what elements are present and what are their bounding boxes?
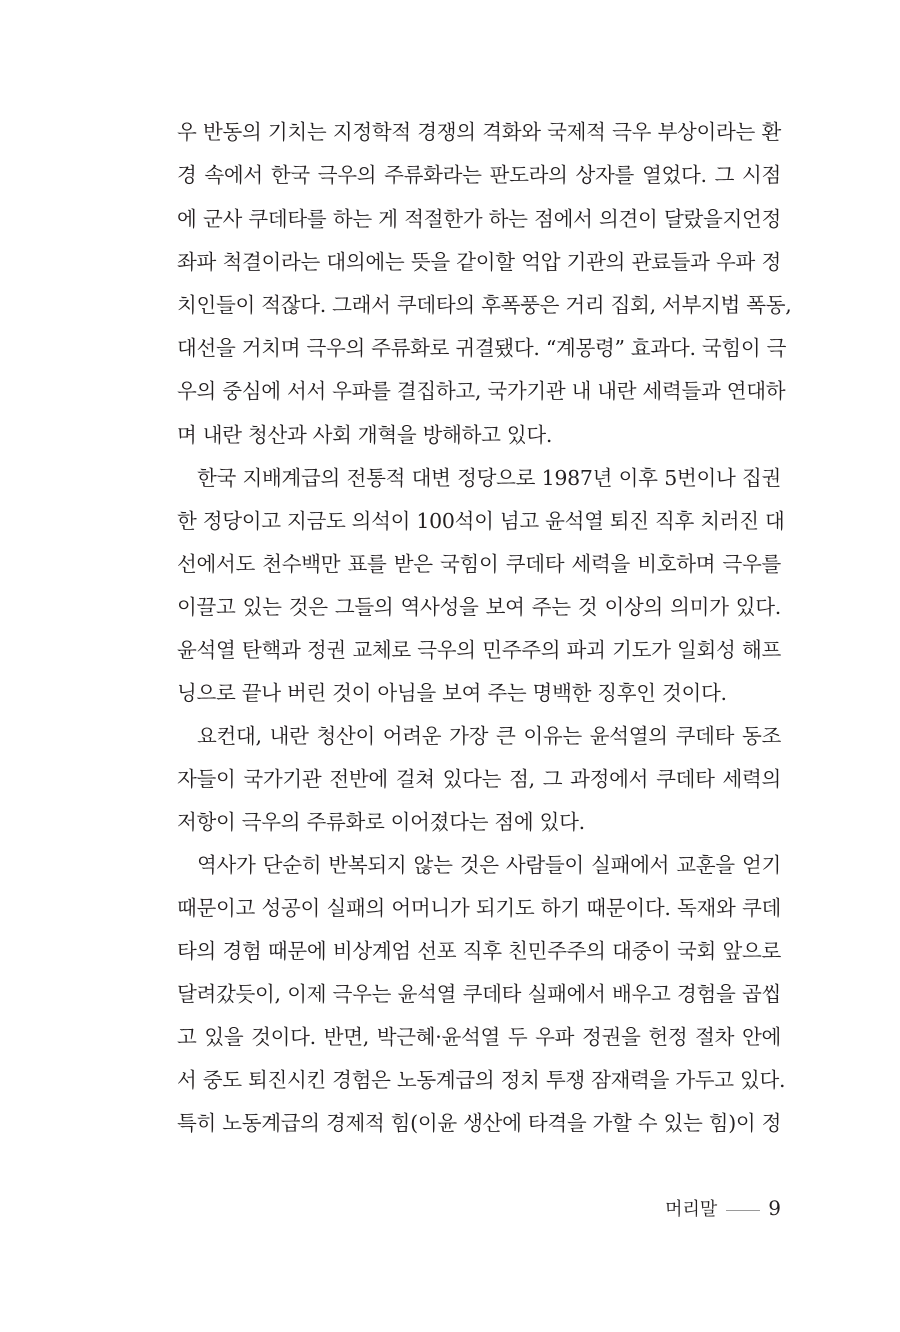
text-line: 저항이 극우의 주류화로 이어졌다는 점에 있다. [177, 810, 585, 834]
text-line: 우의 중심에 서서 우파를 결집하고, 국가기관 내 내란 세력들과 연대하 [177, 379, 786, 403]
page-number: 9 [768, 1196, 781, 1220]
text-line: 좌파 척결이라는 대의에는 뜻을 같이할 억압 기관의 관료들과 우파 정 [177, 250, 781, 274]
text-line: 서 중도 퇴진시킨 경험은 노동계급의 정치 투쟁 잠재력을 가두고 있다. [177, 1068, 786, 1092]
text-line: 경 속에서 한국 극우의 주류화라는 판도라의 상자를 열었다. 그 시점 [177, 163, 781, 187]
text-line: 며 내란 청산과 사회 개혁을 방해하고 있다. [177, 423, 553, 447]
text-line: 한국 지배계급의 전통적 대변 정당으로 1987년 이후 5번이나 집권 [197, 466, 781, 490]
text-line: 특히 노동계급의 경제적 힘(이윤 생산에 타격을 가할 수 있는 힘)이 정 [177, 1111, 782, 1135]
text-line: 때문이고 성공이 실패의 어머니가 되기도 하기 때문이다. 독재와 쿠데 [177, 896, 781, 920]
text-line: 윤석열 탄핵과 정권 교체로 극우의 민주주의 파괴 기도가 일회성 해프 [177, 638, 781, 662]
text-line: 우 반동의 기치는 지정학적 경쟁의 격화와 국제적 극우 부상이라는 환 [177, 120, 781, 144]
text-line: 닝으로 끝나 버린 것이 아님을 보여 주는 명백한 징후인 것이다. [177, 681, 727, 705]
footer-divider [726, 1210, 760, 1211]
text-line: 에 군사 쿠데타를 하는 게 적절한가 하는 점에서 의견이 달랐을지언정 [177, 207, 781, 231]
text-line: 타의 경험 때문에 비상계엄 선포 직후 친민주주의 대중이 국회 앞으로 [177, 939, 781, 963]
running-head: 머리말 [665, 1199, 718, 1220]
text-line: 선에서도 천수백만 표를 받은 국힘이 쿠데타 세력을 비호하며 극우를 [177, 552, 781, 576]
text-line: 달려갔듯이, 이제 극우는 윤석열 쿠데타 실패에서 배우고 경험을 곱씹 [177, 982, 781, 1006]
page-footer [665, 1195, 781, 1223]
text-line: 자들이 국가기관 전반에 걸쳐 있다는 점, 그 과정에서 쿠데타 세력의 [177, 767, 781, 791]
text-line: 이끌고 있는 것은 그들의 역사성을 보여 주는 것 이상의 의미가 있다. [177, 595, 781, 619]
text-line: 한 정당이고 지금도 의석이 100석이 넘고 윤석열 퇴진 직후 치러진 대 [177, 509, 785, 533]
text-line: 요컨대, 내란 청산이 어려운 가장 큰 이유는 윤석열의 쿠데타 동조 [197, 724, 781, 748]
text-line: 고 있을 것이다. 반면, 박근혜·윤석열 두 우파 정권을 헌정 절차 안에 [177, 1025, 781, 1049]
text-line: 치인들이 적잖다. 그래서 쿠데타의 후폭풍은 거리 집회, 서부지법 폭동, [177, 293, 792, 317]
text-line: 역사가 단순히 반복되지 않는 것은 사람들이 실패에서 교훈을 얻기 [197, 853, 781, 877]
text-line: 대선을 거치며 극우의 주류화로 귀결됐다. “계몽령” 효과다. 국힘이 극 [177, 336, 787, 360]
